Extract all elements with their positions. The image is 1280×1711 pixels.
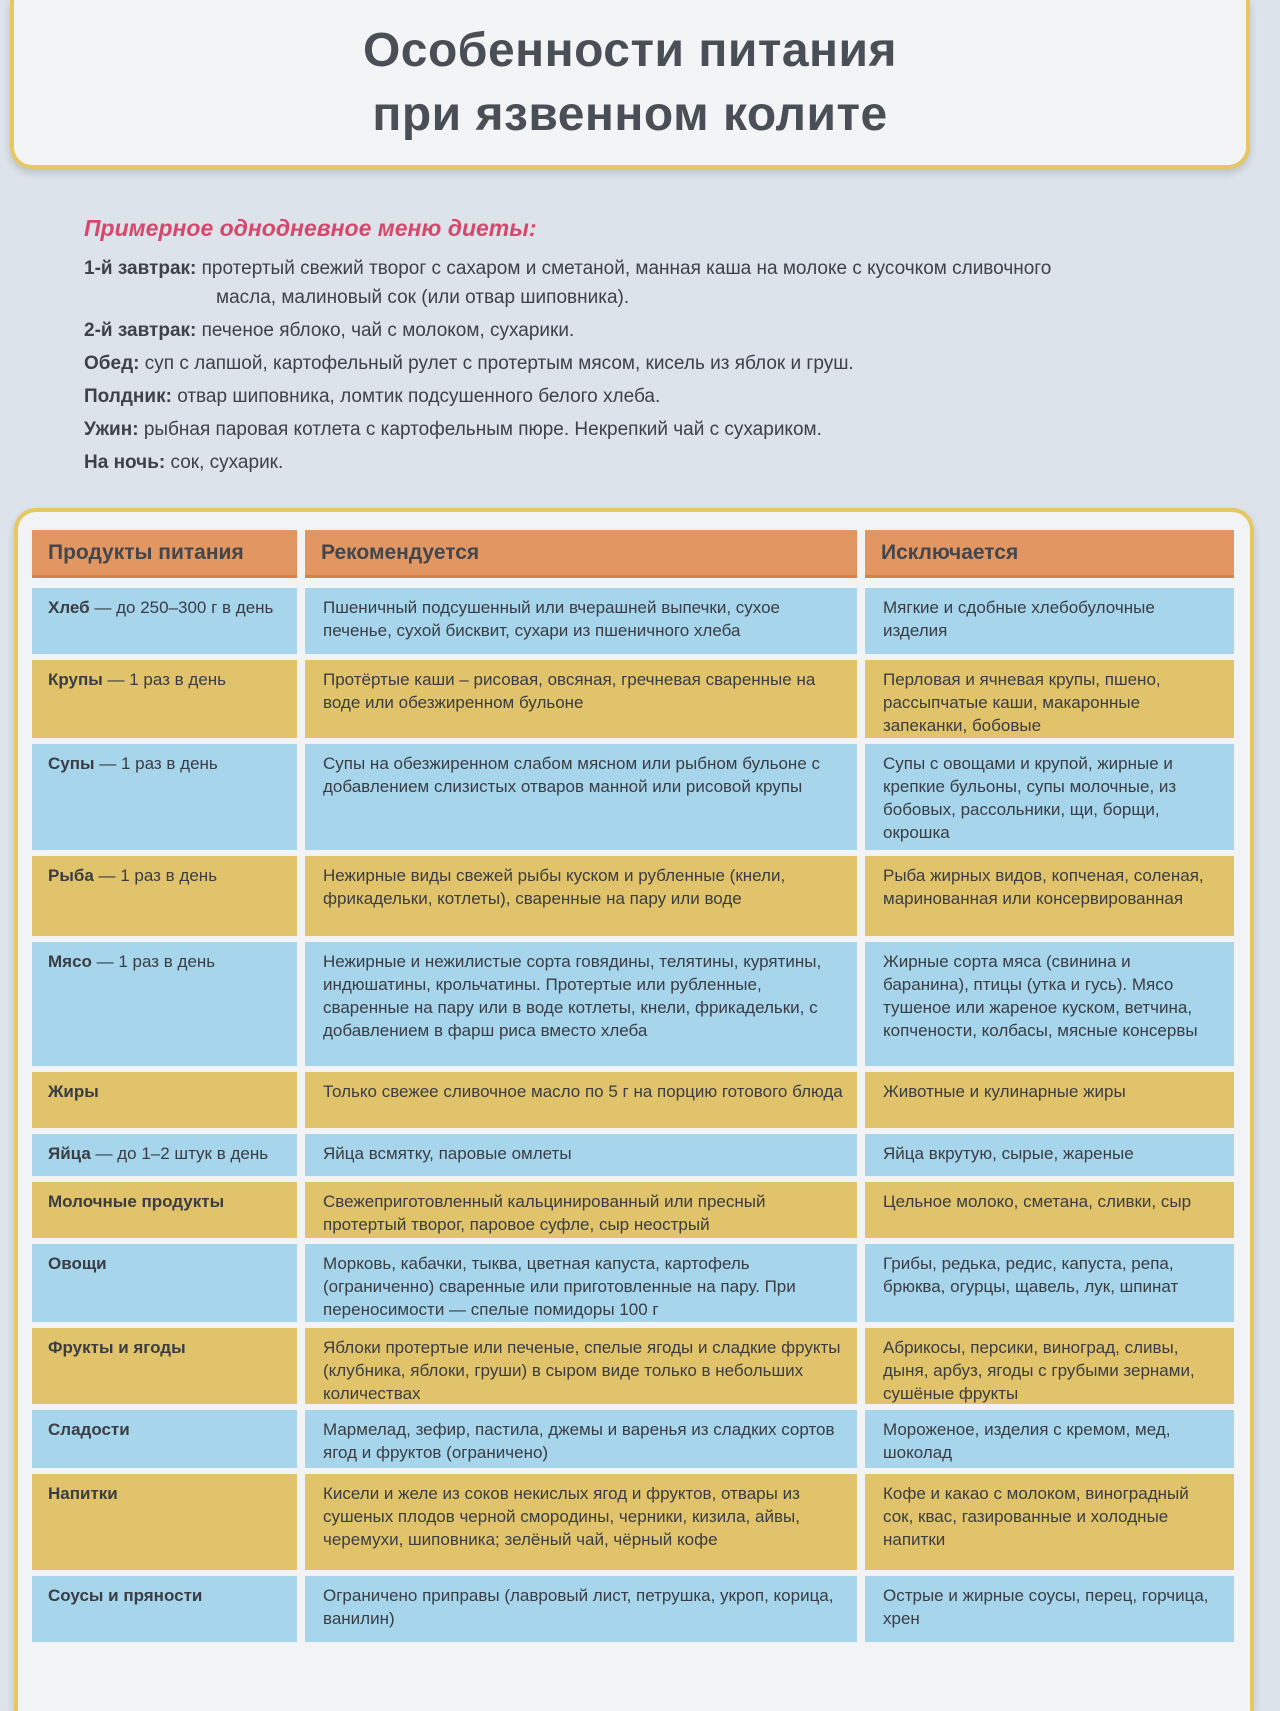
recommended-cell: Нежирные виды свежей рыбы куском и рубленные (кнели, фрикадельки, котлеты), сваренные на пару или воде (305, 856, 857, 936)
recommended-cell: Супы на обезжиренном слабом мясном или рыбном бульоне с добавлением слизистых отваров манной или рисовой крупы (305, 744, 857, 850)
excluded-cell: Перловая и ячневая крупы, пшено, рассыпчатые каши, макаронные запеканки, бобовые (865, 660, 1234, 738)
menu-item-label: 2-й завтрак: (84, 320, 197, 341)
recommended-cell: Яблоки протертые или печеные, спелые ягоды и сладкие фрукты (клубника, яблоки, груши) в сыром виде только в небольших количествах (305, 1328, 857, 1404)
product-name: Яйца (48, 1144, 91, 1163)
product-name: Овощи (48, 1254, 107, 1273)
menu-item-text: протертый свежий творог с сахаром и сметаной, манная каша на молоке с кусочком сливочного (201, 258, 1052, 279)
product-note: — 1 раз в день (93, 866, 218, 885)
recommended-cell: Свежеприготовленный кальцинированный или пресный протертый творог, паровое суфле, сыр неострый (305, 1182, 857, 1238)
recommended-cell: Яйца всмятку, паровые омлеты (305, 1134, 857, 1176)
table-row (32, 744, 1234, 850)
recommended-cell: Протёртые каши – рисовая, овсяная, гречневая сваренные на воде или обезжиренном бульоне (305, 660, 857, 738)
table-row (32, 1474, 1234, 1570)
recommended-cell: Ограничено приправы (лавровый лист, петрушка, укроп, корица, ванилин) (305, 1576, 857, 1642)
recommended-cell: Пшеничный подсушенный или вчерашней выпечки, сухое печенье, сухой бисквит, сухари из пшеничного хлеба (305, 588, 857, 654)
product-name: Хлеб (48, 598, 90, 617)
excluded-cell: Грибы, редька, редис, капуста, репа, брюква, огурцы, щавель, лук, шпинат (865, 1244, 1234, 1322)
food-table-panel (14, 508, 1254, 1711)
menu-item-dinner (84, 415, 1184, 444)
table-row (32, 588, 1234, 654)
excluded-cell: Кофе и какао с молоком, виноградный сок, квас, газированные и холодные напитки (865, 1474, 1234, 1570)
menu-item-lunch (84, 349, 1184, 378)
excluded-cell: Острые и жирные соусы, перец, горчица, хрен (865, 1576, 1234, 1642)
product-cell (32, 1328, 297, 1404)
table-row (32, 1410, 1234, 1468)
product-cell (32, 942, 297, 1066)
product-cell (32, 856, 297, 936)
excluded-cell: Рыба жирных видов, копченая, соленая, маринованная или консервированная (865, 856, 1234, 936)
daily-menu (84, 215, 1184, 481)
recommended-cell: Мармелад, зефир, пастила, джемы и варенья из сладких сортов ягод и фруктов (ограничено) (305, 1410, 857, 1468)
excluded-cell: Животные и кулинарные жиры (865, 1072, 1234, 1128)
table-body (32, 588, 1234, 1642)
menu-item-text: отвар шиповника, ломтик подсушенного белого хлеба. (177, 386, 661, 407)
header-products: Продукты питания (32, 530, 297, 578)
table-row (32, 660, 1234, 738)
recommended-cell: Нежирные и нежилистые сорта говядины, телятины, курятины, индюшатины, крольчатины. Протертые или рубленные, сваренные на пару или в воде котлеты, кнели, фрикадельки, с добавлением в фарш риса вместо хлеба (305, 942, 857, 1066)
excluded-cell: Мороженое, изделия с кремом, мед, шоколад (865, 1410, 1234, 1468)
table-row (32, 1182, 1234, 1238)
product-name: Фрукты и ягоды (48, 1338, 186, 1357)
table-row (32, 1244, 1234, 1322)
product-name: Рыба (48, 866, 94, 885)
header-excluded: Исключается (865, 530, 1234, 578)
recommended-cell: Только свежее сливочное масло по 5 г на порцию готового блюда (305, 1072, 857, 1128)
title-line-1: Особенности питания (362, 23, 898, 77)
product-note: — до 1–2 штук в день (90, 1144, 269, 1163)
product-cell (32, 744, 297, 850)
title-banner (10, 0, 1250, 169)
product-name: Жиры (48, 1082, 99, 1101)
product-note: — 1 раз в день (91, 952, 216, 971)
menu-item-breakfast-2 (84, 316, 1184, 345)
title-line-2: при язвенном колите (372, 87, 888, 141)
product-cell (32, 1474, 297, 1570)
product-note: — 1 раз в день (102, 670, 227, 689)
product-name: Супы (48, 754, 95, 773)
table-row (32, 856, 1234, 936)
product-cell (32, 1410, 297, 1468)
table-row (32, 942, 1234, 1066)
product-cell (32, 1072, 297, 1128)
product-name: Молочные продукты (48, 1192, 225, 1211)
table-row (32, 1134, 1234, 1176)
product-cell (32, 1182, 297, 1238)
excluded-cell: Цельное молоко, сметана, сливки, сыр (865, 1182, 1234, 1238)
menu-item-breakfast-1 (84, 254, 1184, 312)
product-note: — 1 раз в день (94, 754, 218, 773)
product-cell (32, 588, 297, 654)
product-name: Крупы (48, 670, 103, 689)
excluded-cell: Яйца вкрутую, сырые, жареные (865, 1134, 1234, 1176)
table-row (32, 1328, 1234, 1404)
product-cell (32, 660, 297, 738)
menu-item-label: Ужин: (84, 419, 139, 440)
product-name: Мясо (48, 952, 92, 971)
menu-item-text: рыбная паровая котлета с картофельным пюре. Некрепкий чай с сухариком. (143, 419, 822, 440)
table-row (32, 1072, 1234, 1128)
product-name: Сладости (48, 1420, 130, 1439)
product-cell (32, 1244, 297, 1322)
menu-item-text: суп с лапшой, картофельный рулет с протертым мясом, кисель из яблок и груш. (144, 353, 854, 374)
menu-heading: Примерное однодневное меню диеты: (84, 215, 537, 241)
menu-item-label: Полдник: (84, 386, 172, 407)
menu-item-snack (84, 382, 1184, 411)
excluded-cell: Абрикосы, персики, виноград, сливы, дыня, арбуз, ягоды с грубыми зернами, сушёные фрукты (865, 1328, 1234, 1404)
menu-item-text: сок, сухарик. (170, 452, 284, 473)
product-name: Соусы и пряности (48, 1586, 203, 1605)
table-row (32, 1576, 1234, 1642)
table-header-row (32, 530, 1234, 578)
recommended-cell: Морковь, кабачки, тыква, цветная капуста, картофель (ограниченно) сваренные или приготовленные на пару. При переносимости — спелые помидоры 100 г (305, 1244, 857, 1322)
menu-item-text-continued: масла, малиновый сок (или отвар шиповника). (216, 287, 630, 308)
menu-item-night (84, 448, 1184, 477)
menu-item-label: На ночь: (84, 452, 166, 473)
product-cell (32, 1576, 297, 1642)
excluded-cell: Супы с овощами и крупой, жирные и крепкие бульоны, супы молочные, из бобовых, рассольники, щи, борщи, окрошка (865, 744, 1234, 850)
excluded-cell: Жирные сорта мяса (свинина и баранина), птицы (утка и гусь). Мясо тушеное или жареное куском, ветчина, копчености, колбасы, мясные консервы (865, 942, 1234, 1066)
excluded-cell: Мягкие и сдобные хлебобулочные изделия (865, 588, 1234, 654)
menu-item-label: Обед: (84, 353, 140, 374)
header-recommended: Рекомендуется (305, 530, 857, 578)
food-table (32, 530, 1234, 1648)
recommended-cell: Кисели и желе из соков некислых ягод и фруктов, отвары из сушеных плодов черной смородины, черники, кизила, айвы, черемухи, шиповника; зелёный чай, чёрный кофе (305, 1474, 857, 1570)
product-name: Напитки (48, 1484, 118, 1503)
menu-item-text: печеное яблоко, чай с молоком, сухарики. (201, 320, 575, 341)
menu-item-label: 1-й завтрак: (84, 258, 197, 279)
product-cell (32, 1134, 297, 1176)
product-note: — до 250–300 г в день (89, 598, 274, 617)
